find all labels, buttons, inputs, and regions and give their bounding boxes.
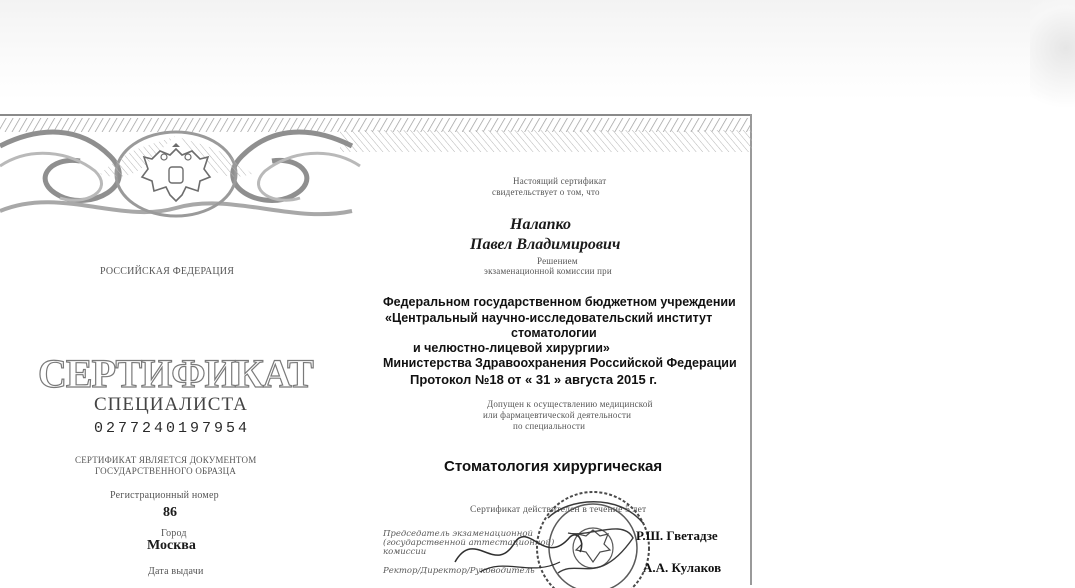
holder-given-names: Павел Владимирович bbox=[470, 236, 621, 253]
institution-line4: и челюстно-лицевой хирургии» bbox=[413, 341, 610, 355]
holder-surname: Налапко bbox=[510, 216, 572, 233]
registration-label: Регистрационный номер bbox=[110, 490, 219, 501]
guilloche-band-top bbox=[0, 118, 752, 132]
city-value: Москва bbox=[147, 538, 196, 553]
intro-line1: Настоящий сертификат bbox=[513, 176, 607, 186]
certificate-number: 0277240197954 bbox=[94, 420, 251, 437]
guilloche-loop-right bbox=[233, 132, 352, 200]
commission-chair-line1: Председатель экзаменационной bbox=[383, 529, 533, 539]
country-label: РОССИЙСКАЯ ФЕДЕРАЦИЯ bbox=[100, 266, 235, 277]
coat-of-arms-icon bbox=[136, 143, 216, 207]
state-document-line2: ГОСУДАРСТВЕННОГО ОБРАЗЦА bbox=[95, 466, 237, 476]
rector-label: Ректор/Директор/Руководитель bbox=[383, 566, 535, 576]
certificate-subtitle: СПЕЦИАЛИСТА bbox=[94, 394, 248, 415]
institution-line1: Федеральном государственном бюджетном учреждении bbox=[383, 295, 736, 309]
guilloche-loop-left-inner bbox=[0, 153, 102, 200]
admitted-line3: по специальности bbox=[513, 421, 586, 431]
specialty: Стоматология хирургическая bbox=[444, 458, 663, 475]
intro-line2: свидетельствует о том, что bbox=[492, 187, 600, 197]
institution-line3: стоматологии bbox=[511, 326, 597, 340]
rector-signature-name: А.А. Кулаков bbox=[643, 560, 722, 575]
state-document-line1: СЕРТИФИКАТ ЯВЛЯЕТСЯ ДОКУМЕНТОМ bbox=[75, 455, 257, 465]
admitted-line1: Допущен к осуществлению медицинской bbox=[487, 399, 653, 409]
scan-shadow-top bbox=[0, 0, 1075, 100]
commission-chair-line3: комиссии bbox=[383, 547, 427, 557]
commission-chair-line2: (государственной аттестационной) bbox=[383, 538, 555, 548]
issue-date-label: Дата выдачи bbox=[148, 566, 204, 577]
validity-note: Сертификат действителен в течение 5 лет bbox=[470, 505, 647, 515]
institution-line5: Министерства Здравоохранения Российской Федерации bbox=[383, 356, 737, 370]
decision-line2: экзаменационной комиссии при bbox=[484, 266, 612, 276]
signature-scribble bbox=[450, 522, 590, 582]
protocol-line: Протокол №18 от « 31 » августа 2015 г. bbox=[410, 372, 658, 387]
admitted-line2: или фармацевтической деятельности bbox=[483, 410, 632, 420]
guilloche-loop-left bbox=[0, 132, 119, 200]
city-label: Город bbox=[161, 528, 187, 539]
decision-line1: Решением bbox=[537, 256, 578, 266]
institution-line2: «Центральный научно-исследовательский институт bbox=[385, 311, 713, 325]
certificate-title: СЕРТИФИКАТ bbox=[38, 351, 313, 396]
scan-shadow-right bbox=[1030, 0, 1075, 120]
guilloche-border bbox=[0, 116, 752, 226]
guilloche-band-right bbox=[340, 130, 752, 152]
registration-number: 86 bbox=[163, 505, 177, 520]
chair-signature-name: Р.Ш. Гветадзе bbox=[636, 528, 718, 543]
